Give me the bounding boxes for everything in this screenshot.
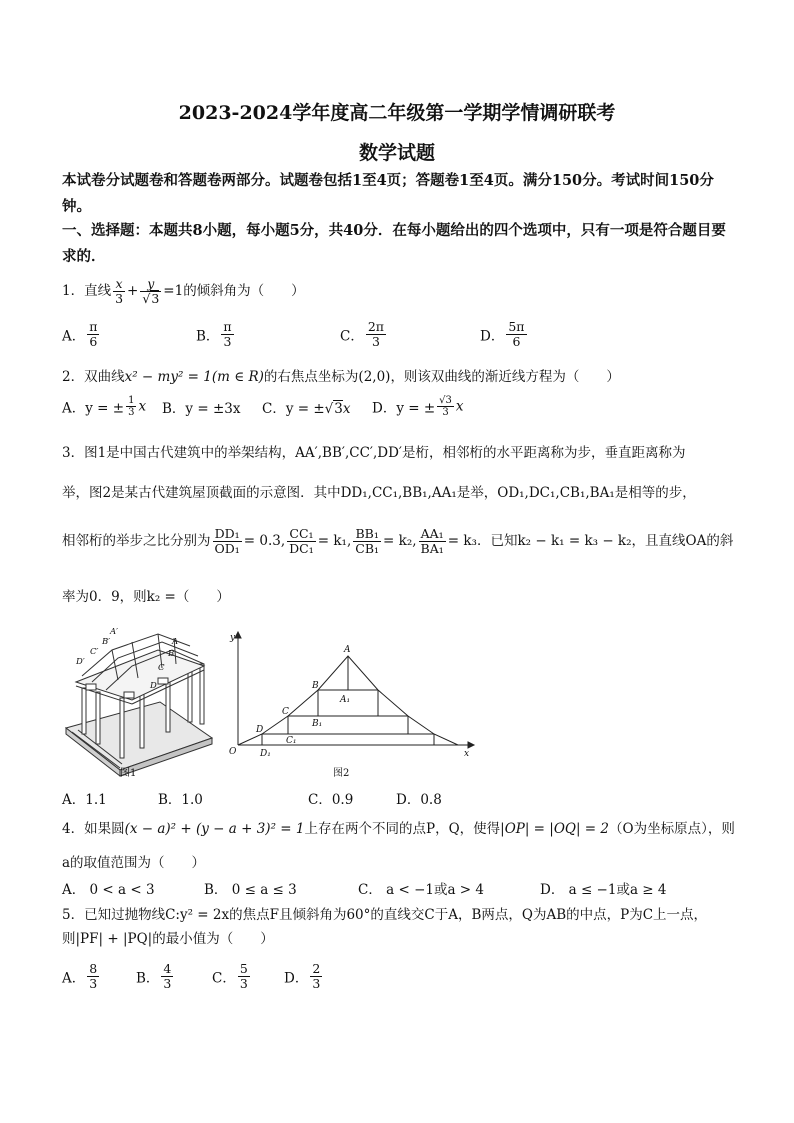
q4-option-c[interactable]: C． a < −1或a > 4 bbox=[358, 882, 484, 898]
q1-option-c[interactable]: C． $\frac{2\pi}{3}$ bbox=[340, 319, 385, 349]
q4-condition: |OP| = |OQ| = 2 bbox=[500, 821, 609, 837]
fig2-point-d1: D₁ bbox=[260, 749, 271, 759]
q1-eq: =1 bbox=[163, 283, 184, 299]
q2-option-b[interactable]: B．y = ±3x bbox=[162, 401, 241, 417]
fig1-label-c: C bbox=[158, 663, 165, 673]
q1-text-a: 直线 bbox=[84, 283, 112, 299]
fig1-label-b: B bbox=[168, 649, 175, 659]
exam-subject: 数学试题 bbox=[358, 142, 435, 164]
q5-option-a[interactable]: A． $\frac{8}{3}$ bbox=[62, 961, 98, 991]
q3-option-c[interactable]: C．0.9 bbox=[308, 792, 354, 808]
q2-option-d[interactable]: D．y = ± $\frac{√3}{3}$ x bbox=[372, 395, 464, 418]
q4-option-d[interactable]: D． a ≤ −1或a ≥ 4 bbox=[540, 882, 667, 898]
fig2-point-c: C bbox=[282, 707, 289, 717]
q2-option-c[interactable]: C．y = ±√3x bbox=[262, 401, 351, 417]
fig2-point-a1: A₁ bbox=[340, 695, 351, 705]
question-1-options bbox=[62, 320, 742, 360]
question-1-stem: 1．直线 $\frac{x}{3}$ + $\frac{y}{√3}$ =1的倾斜角为（ ） bbox=[62, 276, 305, 306]
fig2-axis-y: y bbox=[230, 633, 236, 643]
fig1-label-a: A bbox=[172, 637, 179, 647]
exam-title: 2023-2024学年度高二年级第一学期学情调研联考 bbox=[178, 102, 616, 124]
figure-1-roof-frame bbox=[62, 620, 222, 780]
q1-frac-y: $\frac{y}{√3}$ bbox=[142, 276, 160, 306]
fig2-origin: O bbox=[229, 747, 237, 757]
question-2-stem: 2．双曲线x² − my² = 1(m ∈ R)的右焦点坐标为(2,0)，则该双曲线的渐近线方程为（ ） bbox=[62, 369, 620, 385]
fig1-label-a-prime: A′ bbox=[110, 627, 119, 637]
question-4-line-2: a的取值范围为（ ） bbox=[62, 855, 206, 871]
exam-intro: 本试卷分试题卷和答题卷两部分。试题卷包括1至4页；答题卷1至4页。满分150分。考试时间150分钟。 bbox=[62, 172, 714, 215]
q1-option-d[interactable]: D． $\frac{5\pi}{6}$ bbox=[480, 319, 525, 349]
fig1-label-b-prime: B′ bbox=[102, 637, 111, 647]
question-3-line-2: 举，图2是某古代建筑屋顶截面的示意图．其中DD₁,CC₁,BB₁,AA₁是举，OD₁,DC₁,CB₁,BA₁是相等的步， bbox=[62, 485, 696, 501]
fig2-axis-x: x bbox=[464, 749, 470, 759]
section-1-heading: 一、选择题：本题共8小题，每小题5分，共40分．在每小题给出的四个选项中，只有一项是符合题目要求的． bbox=[62, 222, 726, 265]
q2-option-a[interactable]: A．y = ± $\frac{1}{3}$ x bbox=[62, 395, 147, 418]
q5-option-b[interactable]: B． $\frac{4}{3}$ bbox=[136, 961, 172, 991]
q2-focus: (2,0) bbox=[358, 369, 391, 385]
question-3-line-3: 相邻桁的举步之比分别为 $\frac{\text{DD₁}}{\text{OD₁}}$ = 0.3, $\frac{\text{CC₁}}{\text{DC₁}}$ = k₁, $\frac{\text{BB₁}}{\text{CB₁}}$ = k₂, $\frac{\text{AA₁}}{\text{BA₁}}$ = k₃．已知k₂ − k₁ = k₃ − k₂，且直线OA的斜 bbox=[62, 526, 734, 556]
figure-2-roof-section bbox=[228, 630, 478, 760]
q3-option-a[interactable]: A．1.1 bbox=[62, 792, 107, 808]
question-5-line-2: 则|PF| + |PQ|的最小值为（ ） bbox=[62, 931, 274, 947]
fig2-point-d: D bbox=[256, 725, 264, 735]
fig1-label-c-prime: C′ bbox=[90, 647, 99, 657]
q2-hyperbola: x² − my² = 1(m ∈ R) bbox=[124, 369, 264, 385]
q5-option-d[interactable]: D． $\frac{2}{3}$ bbox=[284, 961, 321, 991]
fig2-point-b1: B₁ bbox=[312, 719, 323, 729]
q1-option-b[interactable]: B． $\frac{\pi}{3}$ bbox=[196, 319, 232, 349]
fig1-label-d: D bbox=[150, 681, 157, 691]
figure-1-caption: 图1 bbox=[120, 768, 137, 779]
question-3-options bbox=[62, 788, 742, 808]
fig2-point-a: A bbox=[344, 645, 351, 655]
q1-option-a[interactable]: A． $\frac{\pi}{6}$ bbox=[62, 319, 98, 349]
fig2-point-b: B bbox=[312, 681, 319, 691]
question-3-line-1: 3．图1是中国古代建筑中的举架结构，AA′,BB′,CC′,DD′是桁，相邻桁的水平距离称为步，垂直距离称为 bbox=[62, 445, 686, 461]
q1-frac-x: $\frac{x}{3}$ bbox=[115, 276, 124, 306]
question-5-options bbox=[62, 962, 742, 1002]
fig2-point-c1: C₁ bbox=[286, 736, 297, 746]
q3-option-d[interactable]: D．0.8 bbox=[396, 792, 442, 808]
figure-2-caption: 图2 bbox=[333, 768, 350, 779]
q3-option-b[interactable]: B．1.0 bbox=[158, 792, 203, 808]
fig1-label-d-prime: D′ bbox=[76, 657, 85, 667]
q4-option-a[interactable]: A． 0 < a < 3 bbox=[62, 882, 155, 898]
q4-option-b[interactable]: B． 0 ≤ a ≤ 3 bbox=[204, 882, 297, 898]
question-3-line-4: 率为0．9，则k₂ =（ ） bbox=[62, 589, 230, 605]
q1-text-b: 的倾斜角为（ ） bbox=[183, 283, 305, 299]
question-4-options bbox=[62, 878, 742, 898]
question-number: 1． bbox=[62, 283, 85, 299]
question-2-options bbox=[62, 395, 742, 425]
q4-circle-equation: (x − a)² + (y − a + 3)² = 1 bbox=[124, 821, 305, 837]
q5-option-c[interactable]: C． $\frac{5}{3}$ bbox=[212, 961, 248, 991]
question-4-line-1: 4．如果圆(x − a)² + (y − a + 3)² = 1上存在两个不同的点P，Q，使得|OP| = |OQ| = 2（O为坐标原点），则 bbox=[62, 821, 735, 837]
question-5-line-1: 5．已知过抛物线C:y² = 2x的焦点F且倾斜角为60°的直线交C于A，B两点，Q为AB的中点，P为C上一点， bbox=[62, 907, 708, 923]
